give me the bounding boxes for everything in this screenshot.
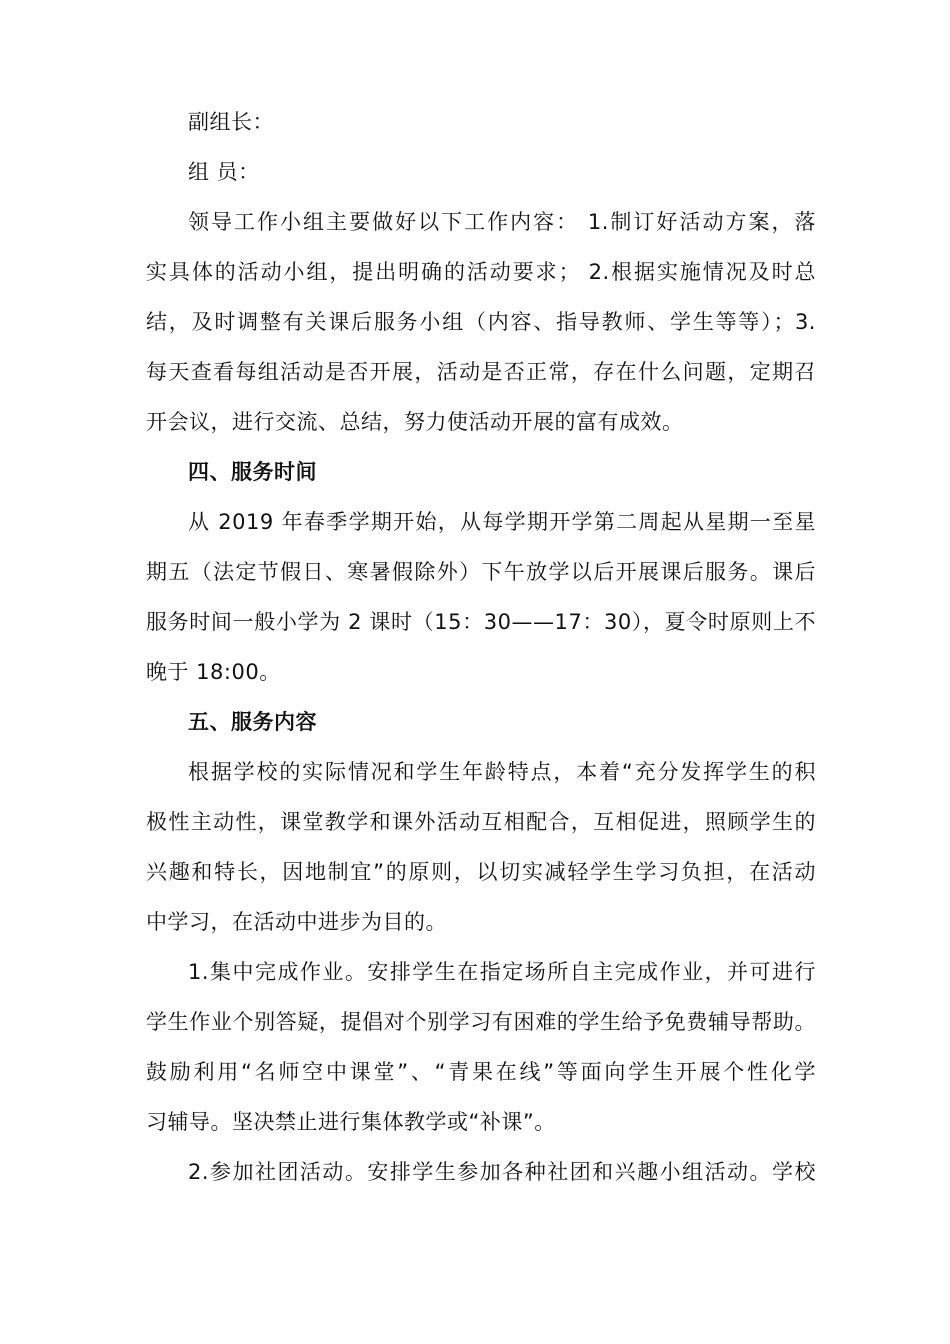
paragraph-line: 结，及时调整有关课后服务小组（内容、指导教师、学生等等）；3. [146, 310, 816, 334]
section-heading-service-time: 四、服务时间 [188, 460, 317, 484]
paragraph-line: 实具体的活动小组，提出明确的活动要求； 2.根据实施情况及时总 [146, 260, 816, 284]
paragraph-line: 开会议，进行交流、总结，努力使活动开展的富有成效。 [146, 410, 684, 434]
paragraph-line: 服务时间一般小学为 2 课时（15：30——17：30），夏令时原则上不 [146, 610, 816, 634]
paragraph-line: 鼓励利用“名师空中课堂”、“青果在线”等面向学生开展个性化学 [146, 1060, 816, 1084]
deputy-leader-line: 副组长： [188, 110, 274, 134]
paragraph-line: 兴趣和特长，因地制宜”的原则，以切实减轻学生学习负担，在活动 [146, 860, 816, 884]
paragraph-line: 学生作业个别答疑，提倡对个别学习有困难的学生给予免费辅导帮助。 [146, 1010, 816, 1034]
paragraph-line: 习辅导。坚决禁止进行集体教学或“补课”。 [146, 1110, 556, 1134]
paragraph-line: 1.集中完成作业。安排学生在指定场所自主完成作业，并可进行 [188, 960, 816, 984]
paragraph-line: 领导工作小组主要做好以下工作内容： 1.制订好活动方案，落 [188, 210, 816, 234]
paragraph-line: 根据学校的实际情况和学生年龄特点，本着“充分发挥学生的积 [188, 760, 816, 784]
section-heading-service-content: 五、服务内容 [188, 710, 317, 734]
paragraph-line: 中学习，在活动中进步为目的。 [146, 910, 447, 934]
paragraph-line: 从 2019 年春季学期开始，从每学期开学第二周起从星期一至星 [188, 510, 816, 534]
members-line: 组 员： [188, 160, 260, 184]
paragraph-line: 期五（法定节假日、寒暑假除外）下午放学以后开展课后服务。课后 [146, 560, 816, 584]
paragraph-line: 晚于 18:00。 [146, 660, 281, 684]
paragraph-line: 2.参加社团活动。安排学生参加各种社团和兴趣小组活动。学校 [188, 1160, 816, 1184]
paragraph-line: 极性主动性，课堂教学和课外活动互相配合，互相促进，照顾学生的 [146, 810, 816, 834]
paragraph-line: 每天查看每组活动是否开展，活动是否正常，存在什么问题，定期召 [146, 360, 816, 384]
